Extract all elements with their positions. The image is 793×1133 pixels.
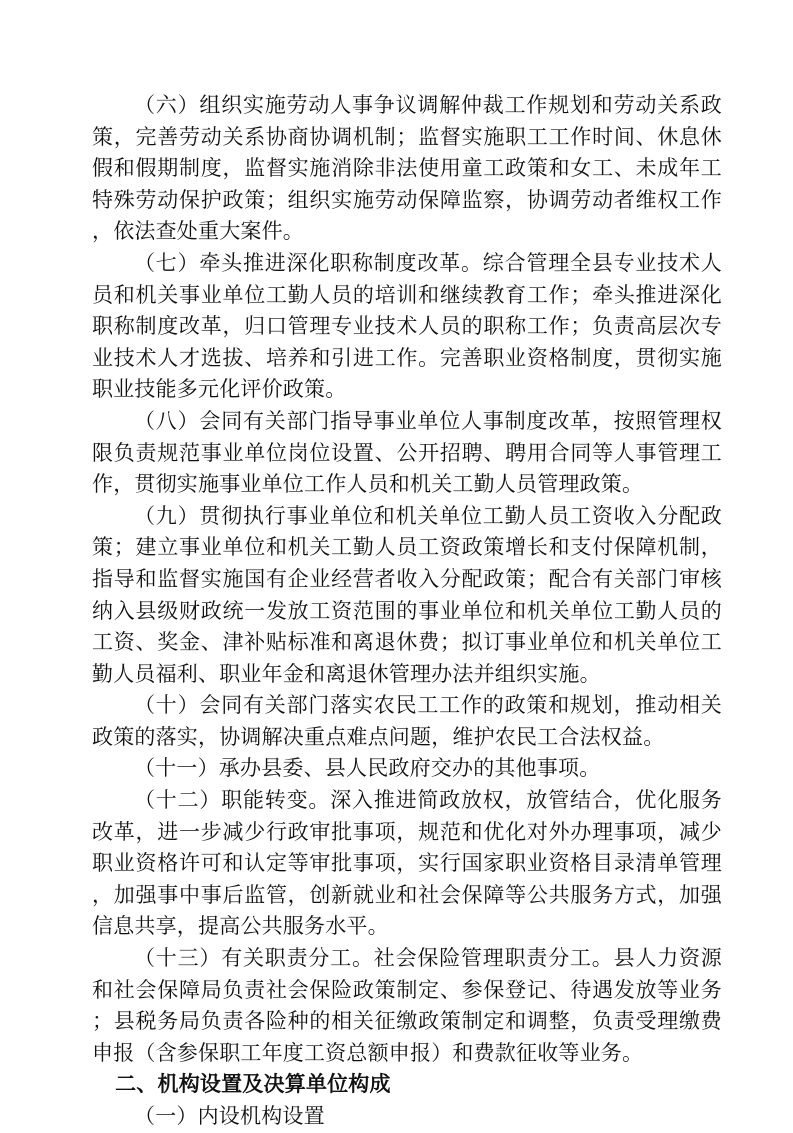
paragraph-item-6: （六）组织实施劳动人事争议调解仲裁工作规划和劳动关系政策，完善劳动关系协商协调机制；监督实施职工工作时间、休息休假和假期制度，监督实施消除非法使用童工政策和女工、未成年工特殊劳动保护政策；组织实施劳动保障监察，协调劳动者维权工作，依法查处重大案件。 <box>92 93 722 244</box>
paragraph-item-12: （十二）职能转变。深入推进简政放权，放管结合，优化服务改革，进一步减少行政审批事项，规范和优化对外办理事项，减少职业资格许可和认定等审批事项，实行国家职业资格目录清单管理，加强事中事后监管，创新就业和社会保障等公共服务方式，加强信息共享，提高公共服务水平。 <box>92 788 722 939</box>
paragraph-item-11: （十一）承办县委、县人民政府交办的其他事项。 <box>134 756 601 781</box>
section-heading: 二、机构设置及决算单位构成 <box>115 1072 391 1097</box>
document-page <box>92 90 722 1133</box>
paragraph-item-7: （七）牵头推进深化职称制度改革。综合管理全县专业技术人员和机关事业单位工勤人员的培训和继续教育工作；牵头推进深化职称制度改革，归口管理专业技术人员的职称工作；负责高层次专业技术人才选拔、培养和引进工作。完善职业资格制度，贯彻实施职业技能多元化评价政策。 <box>92 250 722 402</box>
subsection-heading: （一）内设机构设置 <box>134 1104 325 1128</box>
paragraph-item-9: （九）贯彻执行事业单位和机关单位工勤人员工资收入分配政策；建立事业单位和机关工勤人员工资政策增长和支付保障机制，指导和监督实施国有企业经营者收入分配政策；配合有关部门审核纳入县级财政统一发放工资范围的事业单位和机关单位工勤人员的工资、奖金、津补贴标准和离退休费；拟订事业单位和机关单位工勤人员福利、职业年金和离退休管理办法并组织实施。 <box>92 503 722 686</box>
paragraph-item-8: （八）会同有关部门指导事业单位人事制度改革，按照管理权限负责规范事业单位岗位设置、公开招聘、聘用合同等人事管理工作，贯彻实施事业单位工作人员和机关工勤人员管理政策。 <box>92 408 722 497</box>
paragraph-item-10: （十）会同有关部门落实农民工工作的政策和规划，推动相关政策的落实，协调解决重点难点问题，维护农民工合法权益。 <box>92 693 722 749</box>
paragraph-item-13: （十三）有关职责分工。社会保险管理职责分工。县人力资源和社会保障局负责社会保险政策制定、参保登记、待遇发放等业务；县税务局负责各险种的相关征缴政策制定和调整，负责受理缴费申报（含参保职工年度工资总额申报）和费款征收等业务。 <box>92 946 722 1065</box>
